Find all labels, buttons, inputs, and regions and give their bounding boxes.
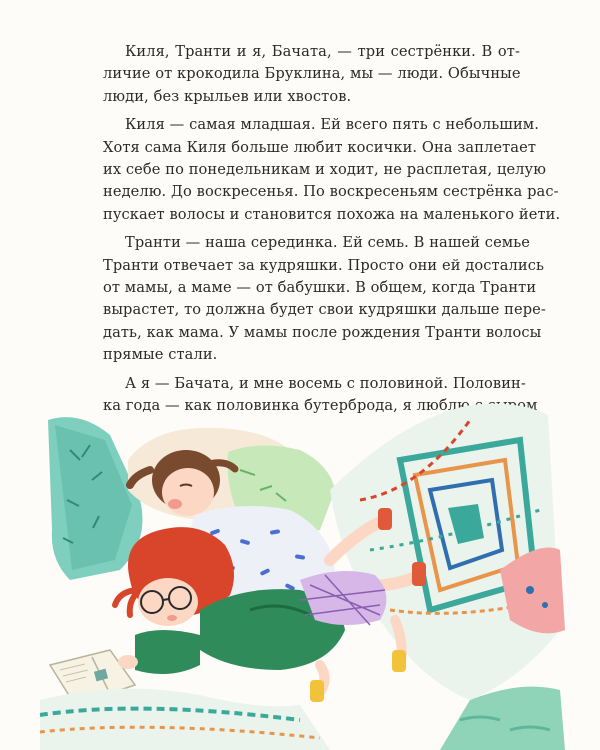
patterned-blanket <box>330 404 560 700</box>
paragraph-1 <box>103 41 520 108</box>
text-line: неделю. До воскресенья. По воскресеньям сестрёнка рас- <box>103 183 559 201</box>
text-line: от мамы, а маме — от бабушки. В общем, когда Транти <box>103 279 537 297</box>
text-line: А я — Бачата, и мне восемь с половиной. Половин- <box>125 374 526 392</box>
text-line: личие от крокодила Бруклина, мы — люди. Обычные <box>103 65 521 83</box>
rug-bottom <box>40 687 565 750</box>
text-line: Транти — наша серединка. Ей семь. В нашей семье <box>125 234 531 252</box>
text-line: люди, без крыльев или хвостов. <box>103 87 352 105</box>
text-line: Киля — самая младшая. Ей всего пять с небольшим. <box>125 116 539 134</box>
paragraph-2 <box>103 114 561 226</box>
text-line: Транти отвечает за кудряшки. Просто они ей достались <box>103 256 545 274</box>
text-line: пускает волосы и становится похожа на маленького йети. <box>103 205 561 223</box>
text-line: прямые стали. <box>103 346 218 364</box>
paragraph-3 <box>103 232 546 366</box>
text-line: Хотя сама Киля больше любит косички. Она заплетает <box>103 138 537 156</box>
text-line: вырастет, то должна будет свои кудряшки дальше пере- <box>103 301 546 319</box>
text-line: их себе по понедельникам и ходит, не расплетая, целую <box>103 161 547 179</box>
sisters-illustration <box>0 380 600 750</box>
text-line: дать, как мама. У мамы после рождения Транти волосы <box>103 323 542 341</box>
story-text <box>103 41 561 418</box>
text-line: Киля, Транти и я, Бачата, — три сестрёнки. В от- <box>125 43 520 60</box>
text-line: ка года — как половинка бутерброда, я люблю с сыром <box>103 397 538 415</box>
left-pillow <box>48 417 143 580</box>
